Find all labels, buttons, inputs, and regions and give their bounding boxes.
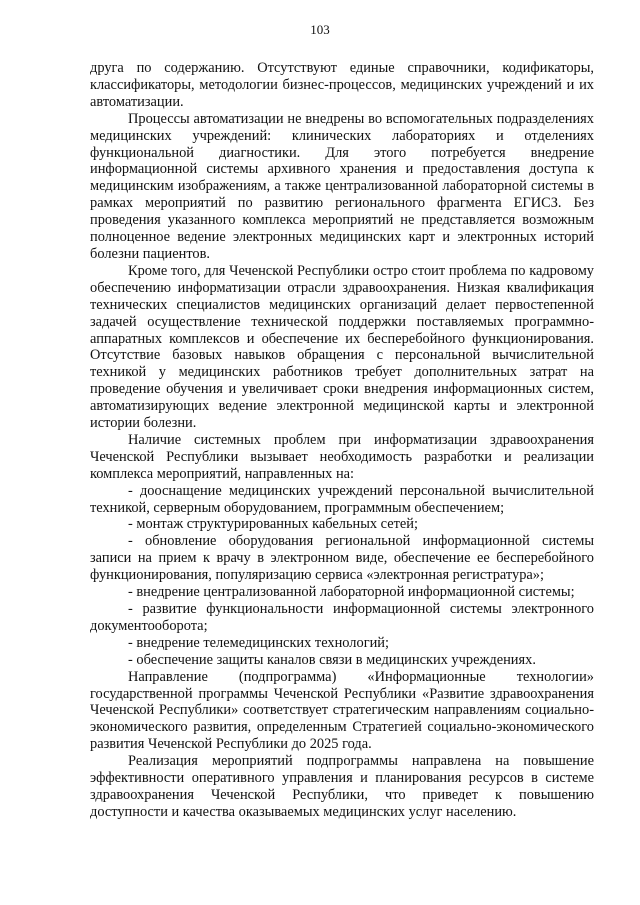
paragraph-staffing: Кроме того, для Чеченской Республики остро стоит проблема по кадровому обеспечению информатизации отрасли здравоохранения. Низкая квалификация технических специалистов медицинских организаций делает первостепенной задачей осуществление технической поддержки поставляемых программно-аппаратных комплексов и обеспечение их бесперебойного функционирования. Отсутствие базовых навыков обращения с персональной вычислительной техникой у медицинских работников требует дополнительных затрат на проведение обучения и увеличивает сроки внедрения информационных систем, автоматизирующих ведение электронной медицинской карты и электронной истории болезни. bbox=[90, 262, 594, 432]
list-item: - развитие функциональности информационной системы электронного документооборота; bbox=[90, 601, 594, 634]
list-item: - внедрение централизованной лабораторной информационной системы; bbox=[128, 584, 575, 601]
document-body bbox=[90, 60, 594, 821]
list-item: - обеспечение защиты каналов связи в медицинских учреждениях. bbox=[128, 651, 536, 668]
list-item: - обновление оборудования региональной информационной системы записи на прием к врачу в электронном виде, обеспечение ее бесперебойного функционирования, популяризацию сервиса «электронная регистратура»; bbox=[90, 533, 594, 584]
paragraph-continuation: друга по содержанию. Отсутствуют единые справочники, кодификаторы, классификаторы, методологии бизнес-процессов, медицинских учреждений и их автоматизации. bbox=[90, 60, 594, 110]
paragraph-program-direction: Направление (подпрограмма) «Информационные технологии» государственной программы Чеченской Республики «Развитие здравоохранения Чеченской Республики» соответствует стратегическим направлениям социально-экономического развития, определенным Стратегией социально-экономического развития Чеченской Республики до 2025 года. bbox=[90, 668, 594, 753]
list-item: - монтаж структурированных кабельных сетей; bbox=[128, 516, 418, 533]
paragraph-implementation: Реализация мероприятий подпрограммы направлена на повышение эффективности оперативного управления и планирования ресурсов в системе здравоохранения Чеченской Республики, что приведет к повышению доступности и качества оказываемых медицинских услуг населению. bbox=[90, 753, 594, 820]
list-item: - дооснащение медицинских учреждений персональной вычислительной техникой, серверным оборудованием, программным обеспечением; bbox=[90, 482, 594, 516]
paragraph-measures-intro: Наличие системных проблем при информатизации здравоохранения Чеченской Республики вызывает необходимость разработки и реализации комплекса мероприятий, направленных на: bbox=[90, 431, 594, 482]
list-item: - внедрение телемедицинских технологий; bbox=[128, 634, 389, 651]
paragraph-automation: Процессы автоматизации не внедрены во вспомогательных подразделениях медицинских учреждений: клинических лабораториях и отделениях функциональной диагностики. Для этого потребуется внедрение информационной системы архивного хранения и предоставления доступа к медицинским изображениям, а также централизованной лабораторной системы в рамках мероприятий по развитию регионального фрагмента ЕГИСЗ. Без проведения указанного комплекса мероприятий не представляется возможным полноценное ведение электронных медицинских карт и электронных историй болезни пациентов. bbox=[90, 110, 594, 262]
page-number: 103 bbox=[310, 22, 330, 37]
